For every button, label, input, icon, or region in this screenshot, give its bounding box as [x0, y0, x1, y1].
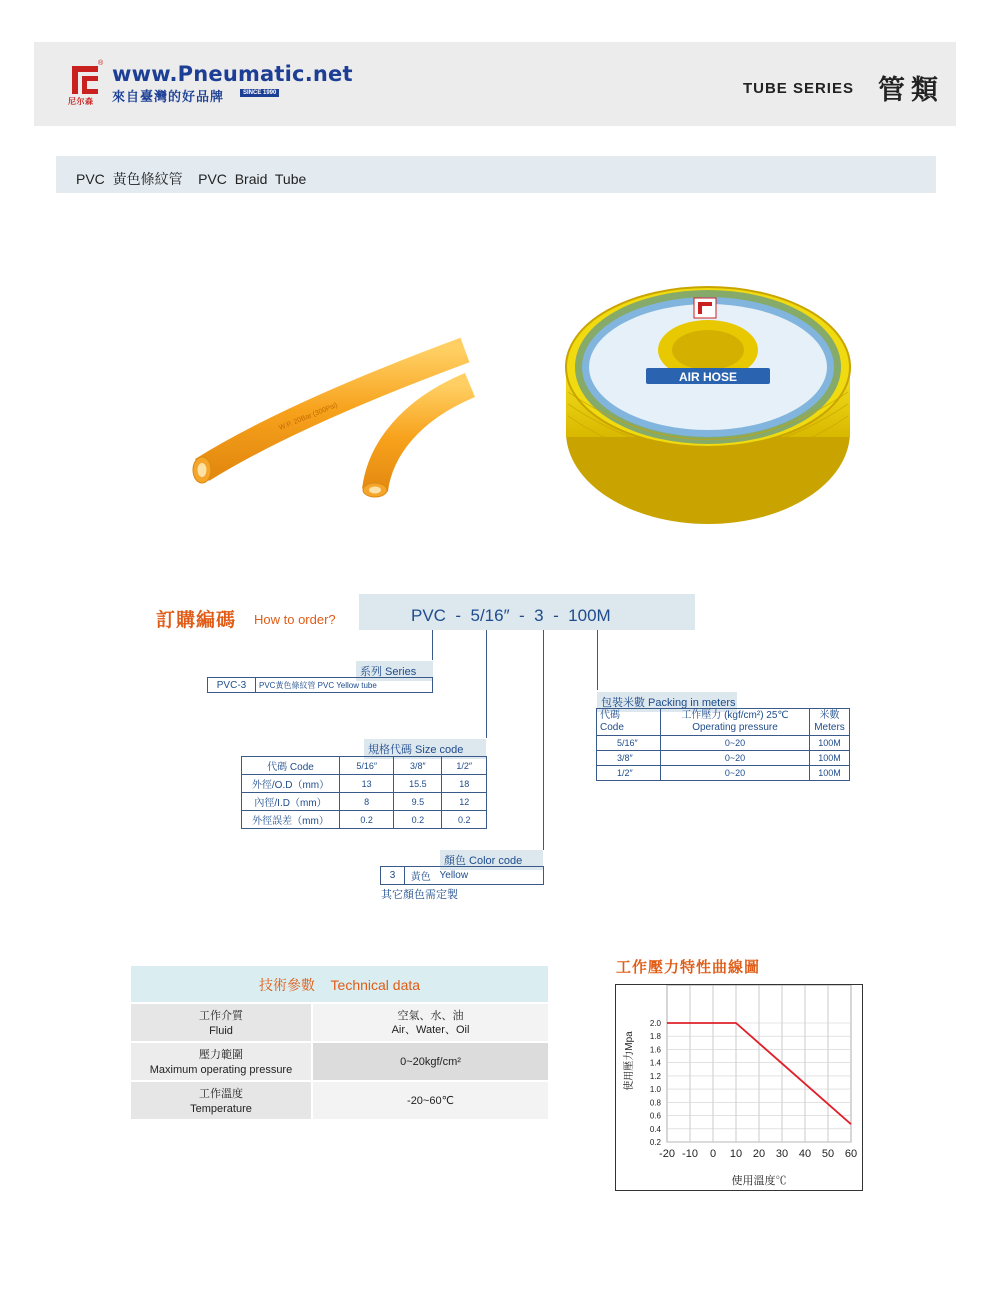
color-note: 其它顏色需定製	[381, 889, 458, 901]
table-row	[208, 678, 433, 693]
x-tick-label: 10	[729, 1148, 743, 1160]
logo-brand-text: 尼尔森	[68, 97, 94, 106]
packing-table	[596, 708, 850, 781]
size-cell: 12	[442, 793, 487, 811]
company-logo-icon	[70, 64, 100, 96]
y-tick-label: 0.8	[649, 1098, 661, 1108]
color-name-en: Yellow	[437, 867, 544, 885]
size-cell: 3/8″	[394, 757, 442, 775]
order-code-box	[359, 594, 695, 630]
table-row	[597, 751, 850, 766]
packing-cell: 3/8″	[597, 751, 661, 766]
site-url[interactable]: www.Pneumatic.net	[112, 62, 353, 86]
tech-label-cn: 工作介質	[199, 1010, 243, 1022]
header-text: Code	[600, 722, 624, 733]
table-row	[242, 775, 487, 793]
tech-label-cn: 壓力範圍	[199, 1049, 243, 1061]
x-tick-label: 20	[752, 1148, 766, 1160]
y-tick-label: 1.4	[649, 1058, 661, 1068]
connector-series	[432, 630, 433, 660]
pressure-chart	[615, 984, 863, 1191]
x-tick-label: -10	[682, 1148, 698, 1160]
technical-data-title: 技術參數 Technical data	[131, 966, 548, 1002]
since-badge: SINCE 1990	[240, 89, 279, 97]
y-tick-label: 1.8	[649, 1032, 661, 1042]
packing-cell: 0~20	[661, 736, 810, 751]
series-table	[207, 677, 433, 693]
table-row	[242, 793, 487, 811]
connector-packing	[597, 630, 598, 690]
table-row	[597, 766, 850, 781]
tech-value-cn: 0~20kgf/cm²	[400, 1055, 461, 1068]
packing-header-pressure	[661, 709, 810, 736]
page-header	[34, 42, 956, 126]
packing-header-code	[597, 709, 661, 736]
tube-print-text: W.P. 20Bar (300Psi)	[278, 401, 339, 432]
connector-color	[543, 630, 544, 850]
size-cell: 15.5	[394, 775, 442, 793]
size-cell: 13	[340, 775, 394, 793]
x-axis-label: 使用溫度℃	[731, 1175, 787, 1187]
size-cell: 0.2	[442, 811, 487, 829]
tech-value-cn: 空氣、水、油	[397, 1009, 464, 1022]
tech-label	[131, 1043, 311, 1080]
tech-label	[131, 1004, 311, 1041]
color-name-cn: 黃色	[405, 867, 437, 885]
series-code-cell: PVC-3	[208, 678, 256, 693]
x-tick-label: -20	[659, 1148, 675, 1160]
coil-label-text: AIR HOSE	[678, 370, 738, 384]
color-table	[380, 866, 544, 885]
tech-value	[311, 1082, 548, 1119]
tech-label	[131, 1082, 311, 1119]
product-title: PVC 黃色條紋管 PVC Braid Tube	[76, 171, 307, 187]
y-tick-label: 0.2	[649, 1138, 661, 1147]
series-desc-cell: PVC黃色條紋管 PVC Yellow tube	[256, 678, 433, 693]
size-cell: 9.5	[394, 793, 442, 811]
tech-value	[311, 1043, 548, 1080]
size-cell: 0.2	[394, 811, 442, 829]
packing-cell: 100M	[810, 736, 850, 751]
size-cell: 0.2	[340, 811, 394, 829]
x-tick-label: 0	[709, 1148, 717, 1160]
table-row	[242, 811, 487, 829]
tech-value	[311, 1004, 548, 1041]
technical-data-table	[131, 966, 548, 1119]
brand-slogan: 來自臺灣的好品牌	[112, 89, 225, 104]
tech-label-en: Maximum operating pressure	[149, 1064, 293, 1076]
tube-product-image	[180, 330, 480, 500]
y-tick-label: 1.2	[649, 1071, 661, 1081]
size-row-label: 外徑誤差（mm）	[242, 811, 340, 829]
table-row	[381, 867, 544, 885]
connector-size	[486, 630, 487, 738]
packing-cell: 0~20	[661, 751, 810, 766]
tech-value-cn: -20~60℃	[407, 1094, 454, 1107]
y-tick-label: 1.6	[649, 1045, 661, 1055]
size-cell: 5/16″	[340, 757, 394, 775]
series-title-cn: 管類	[878, 75, 944, 105]
order-code: PVC - 5/16″ - 3 - 100M	[411, 606, 611, 625]
table-row	[131, 1041, 548, 1080]
order-label-cn: 訂購編碼	[156, 610, 237, 631]
header-text: 米數	[819, 710, 840, 721]
y-axis-label: 使用壓力Mpa	[624, 1031, 635, 1091]
packing-header-meters	[810, 709, 850, 736]
chart-title: 工作壓力特性曲線圖	[616, 959, 761, 976]
y-tick-label: 0.4	[649, 1124, 661, 1134]
tech-label-en: Fluid	[209, 1025, 233, 1037]
size-cell: 8	[340, 793, 394, 811]
table-row	[597, 709, 850, 736]
chart-svg	[616, 985, 862, 1190]
size-header-label: 代碼 Code	[242, 757, 340, 775]
tech-value-en: Air、Water、Oil	[391, 1023, 470, 1036]
size-cell: 1/2″	[442, 757, 487, 775]
series-title-en: TUBE SERIES	[742, 80, 854, 97]
series-caption: 系列 Series	[356, 661, 433, 681]
size-caption: 規格代碼 Size code	[364, 739, 486, 759]
color-code-cell: 3	[381, 867, 405, 885]
product-title-band	[56, 156, 936, 193]
y-tick-label: 2.0	[649, 1019, 661, 1028]
header-text: 代碼	[600, 710, 620, 721]
x-tick-label: 40	[798, 1148, 812, 1160]
packing-cell: 1/2″	[597, 766, 661, 781]
tech-label-en: Temperature	[190, 1103, 252, 1115]
header-text: Operating pressure	[692, 722, 778, 733]
packing-caption: 包裝米數 Packing in meters	[597, 692, 737, 712]
packing-cell: 5/16″	[597, 736, 661, 751]
x-tick-label: 30	[775, 1148, 789, 1160]
coil-product-image	[562, 282, 854, 532]
table-row	[597, 736, 850, 751]
table-row	[242, 757, 487, 775]
order-label-en: How to order?	[254, 612, 336, 627]
size-row-label: 內徑/I.D（mm）	[242, 793, 340, 811]
color-caption: 顏色 Color code	[440, 850, 543, 870]
table-row	[131, 1080, 548, 1119]
size-table	[241, 756, 487, 829]
y-tick-label: 0.6	[649, 1111, 661, 1121]
x-tick-label: 50	[821, 1148, 835, 1160]
registered-mark: ®	[98, 60, 104, 67]
tech-label-cn: 工作溫度	[199, 1088, 243, 1100]
size-cell: 18	[442, 775, 487, 793]
y-tick-label: 1.0	[649, 1085, 661, 1095]
header-text: Meters	[814, 722, 845, 733]
table-row	[131, 1002, 548, 1041]
size-row-label: 外徑/O.D（mm）	[242, 775, 340, 793]
packing-cell: 100M	[810, 751, 850, 766]
header-text: 工作壓力 (kgf/cm²) 25℃	[681, 710, 789, 721]
packing-cell: 100M	[810, 766, 850, 781]
x-tick-label: 60	[844, 1148, 858, 1160]
packing-cell: 0~20	[661, 766, 810, 781]
